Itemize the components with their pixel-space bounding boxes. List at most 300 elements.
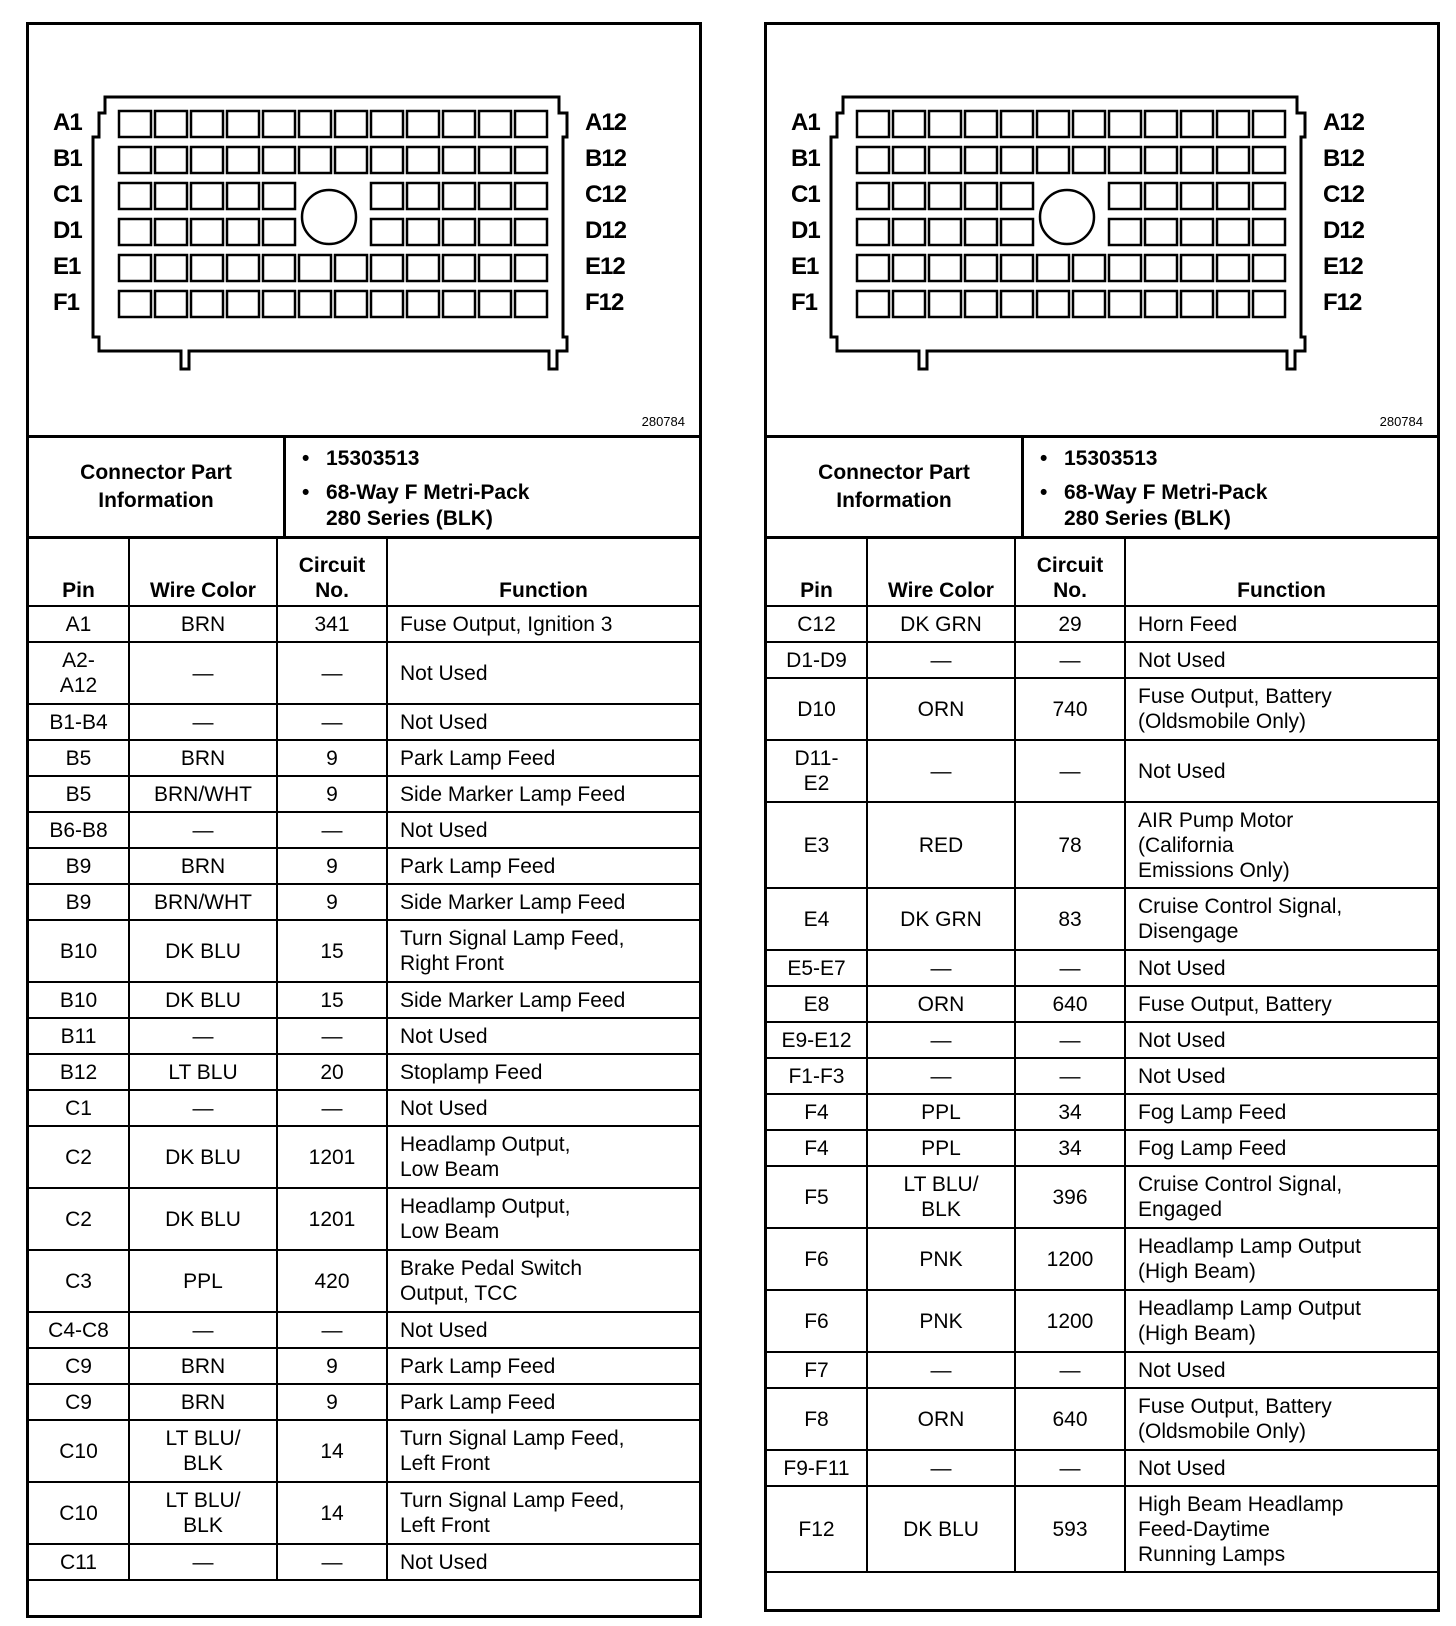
pin-cell [29,1054,129,1090]
wire-color-cell-text: PNK [919,1309,963,1333]
pin-header: Pin [29,539,129,606]
wire-color-cell [867,1022,1015,1058]
circuit-cell [1015,986,1125,1022]
pin-cell [29,982,129,1018]
circuit-cell-text: 9 [326,746,338,770]
pin-cell [29,1188,129,1250]
function-cell-text: Running Lamps [1138,1542,1286,1566]
wire-color-cell [129,920,277,982]
pin-cell-text: C4-C8 [48,1318,109,1342]
function-cell [1125,1130,1437,1166]
wire-color-header: Wire Color [129,539,277,606]
pin-cavity [227,147,259,173]
function-cell [387,1420,699,1482]
wire-color-cell-text: — [192,818,214,842]
wire-color-cell-text: — [192,1024,214,1048]
function-cell-text: Disengage [1138,920,1239,943]
wire-color-cell-text: BRN [180,1390,226,1414]
pin-cavity [479,147,511,173]
wire-color-cell [129,884,277,920]
function-cell-text: Turn Signal Lamp Feed, [400,1427,625,1450]
pin-cavity [1109,183,1141,209]
wire-color-cell [129,740,277,776]
table-row [29,1250,699,1312]
pin-cavity [443,111,475,137]
wire-color-cell [867,986,1015,1022]
wire-color-header: Wire Color [867,539,1015,606]
circuit-cell-text: 14 [320,1439,344,1463]
pin-cell [767,606,867,642]
table-row [767,888,1437,950]
pin-cavity [965,255,997,281]
function-cell-text: Headlamp Lamp Output [1138,1297,1361,1320]
function-cell-text: Not Used [400,1024,488,1048]
function-cell-text: Turn Signal Lamp Feed, [400,927,625,950]
circuit-cell-text: 34 [1058,1100,1082,1124]
pin-cavity [479,291,511,317]
wire-color-cell [129,1312,277,1348]
function-cell-text: Low Beam [400,1158,500,1181]
wire-color-cell [129,1348,277,1384]
function-cell [387,776,699,812]
connector-panel-left [26,22,702,1618]
pin-cell [29,704,129,740]
pin-cavity [227,183,259,209]
wire-color-cell [129,812,277,848]
pin-cavity [1037,147,1069,173]
circuit-cell [277,1420,387,1482]
circuit-cell-text: 34 [1058,1136,1082,1160]
pin-cavity [1001,291,1033,317]
table-row [29,642,699,704]
row-label-left: C1 [53,181,82,208]
pin-cavity [1253,183,1285,209]
row-label-right: C12 [585,181,627,208]
circuit-cell [1015,950,1125,986]
function-cell-text: Fuse Output, Battery [1138,685,1332,708]
connector-type-line2: 280 Series (BLK) [1064,507,1231,530]
pin-cell [767,1166,867,1228]
pin-cell-text: D11- [794,747,839,770]
pin-cell [767,740,867,802]
wire-color-cell-text: LT BLU/ [903,1173,979,1196]
function-cell-text: Fog Lamp Feed [1138,1136,1287,1160]
function-cell-text: (California [1138,833,1234,857]
circuit-cell [1015,1228,1125,1290]
pin-cavity [965,291,997,317]
function-cell-text: Not Used [400,661,488,685]
function-cell [387,1018,699,1054]
pin-cavity [929,219,961,245]
wire-color-cell [129,776,277,812]
pin-cell-text: E2 [803,772,830,795]
pin-cavity [227,219,259,245]
pin-cavity [227,291,259,317]
circuit-cell-text: 640 [1052,1407,1088,1431]
table-row [29,1384,699,1420]
circuit-cell-text: 78 [1058,833,1082,857]
wire-color-cell [867,802,1015,888]
pin-cavity [119,183,151,209]
circuit-cell [1015,1022,1125,1058]
pin-cavity [929,111,961,137]
function-cell-text: Headlamp Output, [400,1133,571,1156]
function-cell-text: Side Marker Lamp Feed [400,890,626,914]
part-number: • 15303513 [1064,446,1437,472]
wire-color-cell-text: ORN [917,1407,965,1431]
wire-color-cell [867,1486,1015,1572]
pin-cavity [191,147,223,173]
circuit-cell [277,884,387,920]
wire-color-cell [867,1058,1015,1094]
pin-cavity [1109,255,1141,281]
circuit-cell [277,776,387,812]
circuit-cell [1015,1388,1125,1450]
circuit-cell [1015,888,1125,950]
circuit-cell-text: 640 [1052,992,1088,1016]
wire-color-cell-text: PPL [921,1136,961,1160]
table-row [767,1352,1437,1388]
alignment-hole [302,190,356,244]
row-label-right: C12 [1323,181,1365,208]
pin-cell-text: C12 [797,612,836,636]
pin-cavity [371,255,403,281]
function-cell-text: Park Lamp Feed [400,854,556,878]
pin-cavity [1145,147,1177,173]
circuit-cell-text: — [321,1096,343,1120]
wire-color-cell-text: — [930,759,952,783]
part-number: • 15303513 [326,446,699,472]
circuit-cell-text: — [1059,759,1081,783]
table-row [767,1130,1437,1166]
wire-color-cell-text: — [930,956,952,980]
pin-cell [29,1126,129,1188]
table-row [767,986,1437,1022]
circuit-cell [1015,802,1125,888]
function-cell [1125,1094,1437,1130]
circuit-cell-text: 1200 [1046,1247,1094,1271]
wire-color-cell-text: DK BLU [165,988,241,1012]
pinout-table-left [29,539,699,1581]
diagram-code: 280784 [641,414,685,429]
table-row [767,1166,1437,1228]
circuit-cell-text: 83 [1058,907,1082,931]
pin-cavity [1001,255,1033,281]
circuit-cell-text: 1201 [308,1207,356,1231]
circuit-cell [277,812,387,848]
table-row [767,1094,1437,1130]
function-cell-text: AIR Pump Motor [1138,808,1294,832]
wire-color-cell-text: — [192,710,214,734]
pin-cavity [119,291,151,317]
function-cell-text: Headlamp Lamp Output [1138,1235,1361,1258]
pin-cavity [1217,291,1249,317]
pin-cavity [155,183,187,209]
pin-cavity [1109,219,1141,245]
function-cell-text: Not Used [400,1318,488,1342]
wire-color-cell-text: DK GRN [900,612,982,636]
wire-color-cell [867,1388,1015,1450]
function-cell [1125,1166,1437,1228]
function-cell [1125,1388,1437,1450]
row-label-right: D12 [585,217,627,244]
function-cell [387,920,699,982]
table-row [29,1420,699,1482]
pin-cell [29,1090,129,1126]
function-cell [387,606,699,642]
wire-color-cell-text: LT BLU/ [165,1489,241,1512]
function-cell-text: Side Marker Lamp Feed [400,988,626,1012]
function-cell-text: Left Front [400,1514,490,1537]
circuit-cell [277,606,387,642]
function-cell [387,1544,699,1580]
circuit-cell-text: 15 [320,939,344,963]
pin-cavity [857,219,889,245]
table-row [29,982,699,1018]
circuit-header: Circuit No. [1015,539,1125,606]
pin-cell [29,848,129,884]
pin-cavity [515,219,547,245]
pin-cavity [857,147,889,173]
pin-cavity [515,147,547,173]
wire-color-cell-text: — [192,1096,214,1120]
function-cell [387,1054,699,1090]
pin-cell-text: A12 [59,674,98,697]
pin-cell-text: B1-B4 [49,710,108,734]
wire-color-cell [867,1450,1015,1486]
function-cell [387,642,699,704]
wire-color-cell [129,1384,277,1420]
connector-part-information [767,438,1437,539]
pin-cell-text: F6 [804,1309,829,1333]
circuit-cell-text: 9 [326,1354,338,1378]
pin-cell-text: B6-B8 [49,818,108,842]
function-cell [1125,740,1437,802]
pin-cavity [1253,255,1285,281]
wire-color-cell [867,1094,1015,1130]
wire-color-cell [129,606,277,642]
circuit-cell [1015,1166,1125,1228]
function-cell [1125,642,1437,678]
circuit-cell-text: 593 [1052,1517,1088,1541]
function-cell-text: Not Used [1138,956,1226,980]
pin-cavity [1001,183,1033,209]
table-row [29,920,699,982]
function-cell [387,1250,699,1312]
pin-cavity [155,291,187,317]
pin-cell [767,986,867,1022]
function-cell-text: Not Used [1138,1064,1226,1088]
pin-cavity [299,147,331,173]
function-cell [1125,1228,1437,1290]
wire-color-cell [129,1054,277,1090]
circuit-cell-text: 9 [326,854,338,878]
pin-cavity [479,111,511,137]
wire-color-cell [867,1130,1015,1166]
function-cell-text: Fuse Output, Battery [1138,992,1332,1016]
wire-color-cell-text: BLK [183,1514,223,1537]
pin-cavity [407,183,439,209]
pin-cavity [965,111,997,137]
circuit-cell-text: 29 [1058,612,1082,636]
row-label-right: E12 [585,253,625,280]
circuit-cell [1015,642,1125,678]
table-row [29,848,699,884]
function-cell [387,1482,699,1544]
pin-cavity [443,255,475,281]
function-cell-text: Not Used [1138,1456,1226,1480]
pin-cavity [893,255,925,281]
wire-color-cell [129,1126,277,1188]
pin-cavity [965,219,997,245]
row-label-right: A12 [585,109,627,136]
pin-cavity [443,183,475,209]
circuit-cell [277,982,387,1018]
pin-cavity [299,111,331,137]
pin-cavity [119,147,151,173]
function-cell-text: Not Used [1138,648,1226,672]
pin-cavity [1181,219,1213,245]
table-row [29,1544,699,1580]
circuit-cell [1015,1094,1125,1130]
pin-cell-text: D10 [797,697,836,721]
circuit-cell-text: — [1059,1456,1081,1480]
table-row [767,1228,1437,1290]
pin-cell-text: B9 [65,854,92,878]
pin-cell-text: B10 [59,939,98,963]
pin-cell-text: E4 [803,907,830,931]
row-label-left: F1 [53,289,80,316]
table-row [29,704,699,740]
pin-cell [767,950,867,986]
pin-cell-text: E9-E12 [781,1028,852,1052]
table-row [767,802,1437,888]
function-cell [387,1090,699,1126]
circuit-cell-text: — [1059,648,1081,672]
pin-cavity [1217,219,1249,245]
pin-cavity [1145,183,1177,209]
pin-cavity [1001,111,1033,137]
pin-cavity [263,291,295,317]
pin-cavity [1073,291,1105,317]
pin-cavity [335,111,367,137]
pin-cell [767,1352,867,1388]
pin-cell [767,642,867,678]
connector-info-label: Connector Part Information [767,438,1024,536]
pin-cavity [191,219,223,245]
table-row [29,884,699,920]
wire-color-cell [129,1482,277,1544]
table-header-row [767,539,1437,606]
pin-cavity [1181,147,1213,173]
pin-cell [29,1482,129,1544]
function-cell-text: Not Used [400,818,488,842]
row-label-left: A1 [791,109,820,136]
pin-cavity [929,183,961,209]
pin-cell [767,678,867,740]
pin-cavity [857,183,889,209]
wire-color-cell-text: DK BLU [903,1517,979,1541]
pin-cavity [227,255,259,281]
table-row [767,1022,1437,1058]
pin-cavity [965,147,997,173]
pin-cell-text: F7 [804,1358,829,1382]
function-cell-text: Park Lamp Feed [400,1390,556,1414]
function-cell-text: Not Used [400,710,488,734]
wire-color-cell [867,678,1015,740]
pin-cell-text: C10 [59,1439,98,1463]
pin-cell-text: E8 [803,992,830,1016]
circuit-cell [277,1348,387,1384]
wire-color-cell-text: DK BLU [165,1145,241,1169]
pin-cavity [929,291,961,317]
circuit-header: Circuit No. [277,539,387,606]
function-cell-text: Cruise Control Signal, [1138,895,1343,918]
pin-cavity [1217,255,1249,281]
function-cell [387,848,699,884]
table-header-row [29,539,699,606]
pin-cavity [479,255,511,281]
pin-cell-text: F1-F3 [788,1064,845,1088]
circuit-cell-text: 740 [1052,697,1088,721]
wire-color-cell-text: — [192,1318,214,1342]
pin-cavity [299,291,331,317]
table-row [767,1450,1437,1486]
wire-color-cell-text: BRN/WHT [154,782,252,806]
circuit-cell-text: 341 [314,612,350,636]
pin-cell-text: F4 [804,1100,829,1124]
circuit-cell [277,704,387,740]
wire-color-cell [867,1290,1015,1352]
pin-cell [767,1130,867,1166]
pin-cavity [1109,147,1141,173]
pin-cell-text: C9 [65,1390,92,1414]
circuit-cell [277,1090,387,1126]
circuit-cell [1015,1290,1125,1352]
wire-color-cell-text: PNK [919,1247,963,1271]
pin-cavity [893,219,925,245]
circuit-cell [277,1482,387,1544]
pin-cavity [857,255,889,281]
function-cell-text: Not Used [1138,759,1226,783]
wire-color-cell-text: LT BLU/ [165,1427,241,1450]
pin-cavity [1145,255,1177,281]
row-label-right: E12 [1323,253,1363,280]
row-label-left: A1 [53,109,82,136]
function-cell [1125,986,1437,1022]
row-label-left: B1 [53,145,82,172]
pin-cavity [1073,255,1105,281]
function-cell [387,1348,699,1384]
pin-cavity [407,111,439,137]
pin-cavity [263,255,295,281]
function-cell-text: Headlamp Output, [400,1195,571,1218]
pin-cavity [407,147,439,173]
wire-color-cell-text: LT BLU [168,1060,238,1084]
wire-color-cell [129,704,277,740]
pin-cell-text: D1-D9 [786,648,847,672]
wire-color-cell-text: ORN [917,697,965,721]
function-cell-text: Fuse Output, Ignition 3 [400,612,613,636]
pin-cell [29,740,129,776]
pin-cell [767,1388,867,1450]
wire-color-cell-text: — [930,648,952,672]
table-row [29,812,699,848]
function-cell-text: (High Beam) [1138,1322,1256,1345]
pin-cavity [407,255,439,281]
pin-cell-text: C2 [65,1207,92,1231]
connector-diagram [767,25,1437,438]
